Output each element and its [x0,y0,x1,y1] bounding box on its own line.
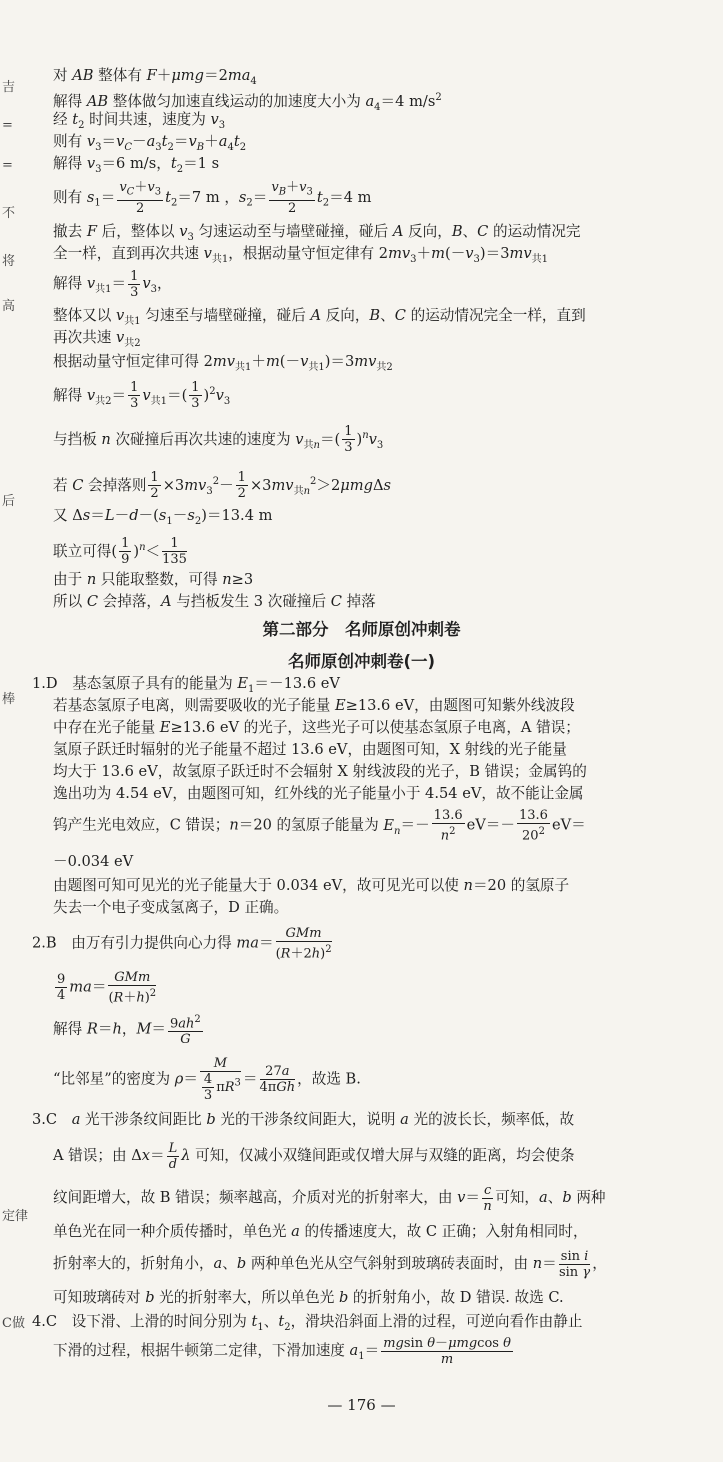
text-line: 经 $t_2$ 时间共速，速度为 $v_3$ [53,111,226,131]
text-line: 均大于 13.6 eV，故氢原子跃迁时不会辐射 X 射线波段的光子，B 错误；金属钨的 [53,763,587,780]
margin-fragment: 高 [2,299,16,314]
text-line: 再次共速 $v_{共2}$ [53,329,141,349]
formula-line: 折射率大的，折射角小，a、b 两种单色光从空气斜射到玻璃砖表面时，由 n＝ $\frac{\text{sin i}}{\text{sin γ}}$ ， [53,1248,607,1280]
formula-line: 与挡板 n 次碰撞后再次共速的速度为 $v_{共n}=$( $\frac{1}{3}$ )$^nv_3$ [53,424,384,456]
formula-line: 联立可得( $\frac{1}{9}$ )$^n$＜ $\frac{1}{135}$ [53,536,187,568]
formula-line: $\frac{9}{4}$ ma＝ $\frac{\text{GMm}}{(R+h)^2}$ [57,970,157,1006]
text-line: 中存在光子能量 E≥13.6 eV 的光子，这些光子可以使基态氢原子电离，A 错误； [53,719,580,736]
text-line: 单色光在同一种介质传播时，单色光 a 的传播速度大，故 C 正确；入射角相同时， [53,1223,588,1240]
text-line: 可知玻璃砖对 b 光的折射率大，所以单色光 b 的折射角小，故 D 错误. 故选 C. [53,1289,564,1306]
text-line: 撤去 F 后，整体以 $v_3$ 匀速运动至与墙壁碰撞，碰后 A 反向，B、C 的运动情况完 [53,223,581,243]
margin-fragment: = [2,158,13,173]
answer-1: 1.D 基态氢原子具有的能量为 $E_1=-13.6$ eV [32,675,340,695]
part-title: 第二部分 名师原创冲刺卷 [262,620,461,639]
margin-fragment: 不 [2,206,16,221]
formula-line: 若 C 会掉落则 $\frac{1}{2}$ $\times 3mv_3^2-$ $\frac{1}{2}$ $\times 3mv_{共n}^2>2\mu mg\Delta s$ [53,470,391,502]
answer-3: 3.C a 光干涉条纹间距比 b 光的干涉条纹间距大，说明 a 光的波长长，频率低，故 [32,1111,575,1128]
formula-line: 解得 $v_{共2}=$ $\frac{1}{3}$ $v_{共1}=$( $\frac{1}{3}$ )$^2v_3$ [53,380,231,412]
formula-line: “比邻星”的密度为 ρ＝ M $\frac{4}{3}$ $\pi R^3$ ＝ $\frac{27a}{\text{4πGh}}$ ，故选 B. [53,1056,361,1103]
margin-fragment: 定律 [2,1209,29,1224]
answer-2: 2.B 由万有引力提供向心力得 ma＝ $\frac{\text{GMm}}{(R+2h)^2}$ [32,926,332,962]
text-line: 对 AB 整体有 $F+\mu mg=2ma_4$ [53,67,257,87]
formula-line: 解得 R＝h，M＝ $\frac{9ah^2}{G}$ [53,1014,201,1048]
margin-fragment: 吉 [2,80,16,95]
text-line: 根据动量守恒定律可得 $2mv_{共1}+m(-v_{共1})=3mv_{共2}$ [53,353,393,373]
text-line: 解得 $v_3=6$ m/s，$t_2=1$ s [53,155,220,175]
text-line: 全一样，直到再次共速 $v_{共1}$，根据动量守恒定律有 $2mv_3+m(-v_3)=3mv_{共1}$ [53,245,548,265]
text-line: 由题图可知可见光的光子能量大于 0.034 eV，故可见光可以使 n＝20 的氢原子 [53,877,570,894]
formula-line: 解得 $v_{共1}=$ $\frac{1}{3}$ $v_3$， [53,268,172,300]
formula-line: 下滑的过程，根据牛顿第二定律，下滑加速度 $a_1=$ $\frac{\text{mgsin θ－μmgcos θ}}{m}$ [53,1335,511,1367]
text-line: 解得 AB 整体做匀加速直线运动的加速度大小为 $a_4=4$ $m/s^2$ [53,92,442,113]
text-line: 若基态氢原子电离，则需要吸收的光子能量 E≥13.6 eV，由题图可知紫外线波段 [53,697,575,714]
text-line: 失去一个电子变成氢离子，D 正确。 [53,899,289,916]
margin-fragment: C做 [2,1316,25,1331]
formula-line: 纹间距增大，故 B 错误；频率越高，介质对光的折射率大，由 v＝ $\frac{c}{n}$ 可知，a、b 两种 [53,1182,606,1214]
formula-line: 钨产生光电效应，C 错误；n＝20 的氢原子能量为 $E_n=-$ $\frac{13.6}{n^2}$ eV＝－ $\frac{13.6}{20^2}$ eV＝ [53,808,586,844]
margin-fragment: 将 [2,254,16,269]
formula-line: A 错误；由 Δx＝ $\frac{L}{d}$ λ 可知，仅减小双缝间距或仅增大屏与双缝的距离，均会使条 [53,1140,575,1172]
margin-fragment: 后 [2,494,16,509]
text-line: 整体又以 $v_{共1}$ 匀速至与墙壁碰撞，碰后 A 反向，B、C 的运动情况完全一样，直到 [53,307,586,327]
text-line: 又 $\Delta s=L-d-(s_1-s_2)=13.4$ m [53,507,273,527]
page-number: — 176 — [327,1396,396,1414]
text-line: －0.034 eV [53,853,134,870]
text-line: 由于 n 只能取整数，可得 n≥3 [53,571,254,588]
answer-4: 4.C 设下滑、上滑的时间分别为 $t_1$、$t_2$，滑块沿斜面上滑的过程，可逆向看作由静止 [32,1313,583,1333]
text-line: 氢原子跃迁时辐射的光子能量不超过 13.6 eV，由题图可知，X 射线的光子能量 [53,741,567,758]
text-line: 则有 $v_3=v_C-a_3t_2=v_B+a_4t_2$ [53,133,247,153]
margin-fragment: 棒 [2,692,16,707]
paper-title: 名师原创冲刺卷(一) [287,652,436,671]
text-line: 逸出功为 4.54 eV，由题图可知，红外线的光子能量小于 4.54 eV，故不能让金属 [53,785,584,802]
formula-line: 则有 $s_1=$ $\frac{v_C+v_3}{2}$ $t_2=7$ m ，$s_2=$ $\frac{v_B+v_3}{2}$ $t_2=4$ m [53,180,372,216]
margin-fragment: = [2,118,13,133]
text-line: 所以 C 会掉落，A 与挡板发生 3 次碰撞后 C 掉落 [53,593,376,610]
